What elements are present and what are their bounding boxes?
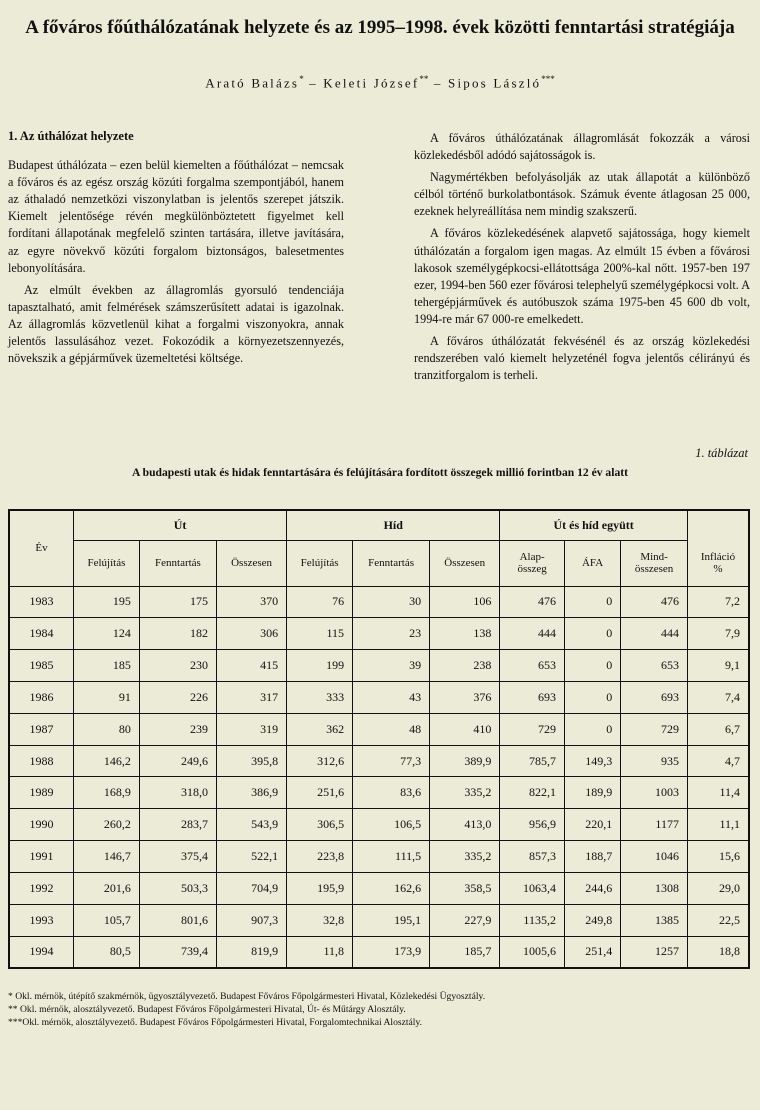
- value-cell: 251,6: [287, 777, 353, 809]
- table-row: [9, 681, 749, 713]
- value-cell: 1385: [621, 904, 688, 936]
- value-cell: 106,5: [353, 809, 430, 841]
- value-cell: 18,8: [687, 936, 749, 968]
- footnote: ***Okl. mérnök, alosztályvezető. Budapest Főváros Főpolgármesteri Hivatal, Forgalomtechnikai Alosztály.: [8, 1017, 423, 1028]
- value-cell: 693: [621, 681, 688, 713]
- value-cell: 105,7: [74, 904, 140, 936]
- value-cell: 395,8: [216, 745, 286, 777]
- paragraph: A főváros úthálózatának állagromlását fokozzák a városi közlekedésből adódó sajátosságok is.: [414, 131, 750, 163]
- value-cell: 333: [287, 681, 353, 713]
- table-row: [9, 841, 749, 873]
- value-cell: 0: [564, 618, 620, 650]
- value-cell: 11,4: [687, 777, 749, 809]
- value-cell: 1308: [621, 872, 688, 904]
- value-cell: 91: [74, 681, 140, 713]
- value-cell: 11,1: [687, 809, 749, 841]
- value-cell: 857,3: [500, 841, 565, 873]
- value-cell: 226: [139, 681, 216, 713]
- value-cell: 956,9: [500, 809, 565, 841]
- table-row: [9, 745, 749, 777]
- value-cell: 801,6: [139, 904, 216, 936]
- author-separator: –: [428, 75, 449, 91]
- inflation-header-top: [687, 510, 749, 540]
- value-cell: 185: [74, 650, 140, 682]
- value-cell: 693: [500, 681, 565, 713]
- value-cell: 306,5: [287, 809, 353, 841]
- value-cell: 729: [621, 713, 688, 745]
- table-row: [9, 872, 749, 904]
- value-cell: 9,1: [687, 650, 749, 682]
- value-cell: 7,9: [687, 618, 749, 650]
- value-cell: 230: [139, 650, 216, 682]
- table-row: [9, 650, 749, 682]
- year-cell: 1986: [9, 681, 74, 713]
- value-cell: 185,7: [430, 936, 500, 968]
- value-cell: 819,9: [216, 936, 286, 968]
- value-cell: 80: [74, 713, 140, 745]
- value-cell: 76: [287, 586, 353, 618]
- data-table: [8, 509, 750, 969]
- paragraph: Budapest úthálózata – ezen belül kiemelten a főúthálózat – nemcsak a főváros és az egész ország közúti forgalma szempontjából, hanem az áthaladó nemzetközi viszonylatban is jelentős szerepet játszik. Kiemelt jelentősége révén megkülönböztetett figyelmet kell fordítani állapotának megfelelő szinten tartására, illetve javítására, az egyre növekvő közúti forgalom biztonságos, balesetmentes lebonyolítására.: [8, 158, 344, 275]
- value-cell: 173,9: [353, 936, 430, 968]
- value-cell: 1257: [621, 936, 688, 968]
- author-separator: –: [303, 75, 324, 91]
- left-paragraphs: [8, 157, 344, 367]
- value-cell: 389,9: [430, 745, 500, 777]
- column-header: ÁFA: [564, 540, 620, 586]
- footnote: ** Okl. mérnök, alosztályvezető. Budapest Főváros Főpolgármesteri Hivatal, Út- és Műtárgy Alosztály.: [8, 1004, 406, 1015]
- value-cell: 227,9: [430, 904, 500, 936]
- author-line: [20, 74, 740, 91]
- value-cell: 1063,4: [500, 872, 565, 904]
- year-cell: 1992: [9, 872, 74, 904]
- value-cell: 7,4: [687, 681, 749, 713]
- table-caption: A budapesti utak és hidak fenntartására és felújítására fordított összegek millió forintban 12 év alatt: [132, 466, 628, 479]
- year-cell: 1990: [9, 809, 74, 841]
- value-cell: 199: [287, 650, 353, 682]
- column-header: Fenntartás: [139, 540, 216, 586]
- author-footnote-mark: ***: [541, 74, 555, 84]
- value-cell: 1046: [621, 841, 688, 873]
- value-cell: 175: [139, 586, 216, 618]
- year-cell: 1989: [9, 777, 74, 809]
- value-cell: 32,8: [287, 904, 353, 936]
- value-cell: 138: [430, 618, 500, 650]
- table-column-header-row: [9, 540, 749, 586]
- value-cell: 15,6: [687, 841, 749, 873]
- value-cell: 653: [621, 650, 688, 682]
- value-cell: 22,5: [687, 904, 749, 936]
- column-header: Felújítás: [287, 540, 353, 586]
- value-cell: 238: [430, 650, 500, 682]
- value-cell: 244,6: [564, 872, 620, 904]
- value-cell: 476: [621, 586, 688, 618]
- value-cell: 319: [216, 713, 286, 745]
- footnotes: [8, 990, 752, 1029]
- value-cell: 386,9: [216, 777, 286, 809]
- value-cell: 543,9: [216, 809, 286, 841]
- paragraph: Nagymértékben befolyásolják az utak állapotát a különböző célból történő burkolatbontások. Számuk évente átlagosan 25 000, ezeknek helyreállítása nem mindig szakszerű.: [414, 170, 750, 219]
- value-cell: 249,8: [564, 904, 620, 936]
- value-cell: 503,3: [139, 872, 216, 904]
- author-name: Arató Balázs: [205, 75, 300, 91]
- year-cell: 1988: [9, 745, 74, 777]
- value-cell: 4,7: [687, 745, 749, 777]
- value-cell: 195: [74, 586, 140, 618]
- value-cell: 195,9: [287, 872, 353, 904]
- value-cell: 1003: [621, 777, 688, 809]
- year-cell: 1994: [9, 936, 74, 968]
- value-cell: 522,1: [216, 841, 286, 873]
- value-cell: 106: [430, 586, 500, 618]
- value-cell: 0: [564, 681, 620, 713]
- value-cell: 249,6: [139, 745, 216, 777]
- value-cell: 239: [139, 713, 216, 745]
- value-cell: 182: [139, 618, 216, 650]
- value-cell: 935: [621, 745, 688, 777]
- value-cell: 195,1: [353, 904, 430, 936]
- value-cell: 48: [353, 713, 430, 745]
- value-cell: 739,4: [139, 936, 216, 968]
- value-cell: 444: [621, 618, 688, 650]
- value-cell: 306: [216, 618, 286, 650]
- value-cell: 124: [74, 618, 140, 650]
- column-header: Felújítás: [74, 540, 140, 586]
- value-cell: 146,2: [74, 745, 140, 777]
- table-row: [9, 904, 749, 936]
- value-cell: 80,5: [74, 936, 140, 968]
- value-cell: 0: [564, 586, 620, 618]
- table-row: [9, 586, 749, 618]
- value-cell: 0: [564, 713, 620, 745]
- year-cell: 1985: [9, 650, 74, 682]
- value-cell: 146,7: [74, 841, 140, 873]
- value-cell: 168,9: [74, 777, 140, 809]
- year-cell: 1984: [9, 618, 74, 650]
- value-cell: 822,1: [500, 777, 565, 809]
- column-header: Összesen: [216, 540, 286, 586]
- value-cell: 704,9: [216, 872, 286, 904]
- value-cell: 189,9: [564, 777, 620, 809]
- value-cell: 376: [430, 681, 500, 713]
- value-cell: 907,3: [216, 904, 286, 936]
- value-cell: 149,3: [564, 745, 620, 777]
- table-body: [9, 586, 749, 968]
- value-cell: 23: [353, 618, 430, 650]
- article-title: A főváros főúthálózatának helyzete és az 1995–1998. évek közötti fenntartási stratégiája: [25, 17, 735, 38]
- table-row: [9, 809, 749, 841]
- value-cell: 317: [216, 681, 286, 713]
- right-column: [414, 130, 750, 389]
- value-cell: 413,0: [430, 809, 500, 841]
- value-cell: 358,5: [430, 872, 500, 904]
- year-cell: 1991: [9, 841, 74, 873]
- value-cell: 115: [287, 618, 353, 650]
- table-row: [9, 713, 749, 745]
- value-cell: 77,3: [353, 745, 430, 777]
- column-header: Összesen: [430, 540, 500, 586]
- table-row: [9, 777, 749, 809]
- year-header: Év: [9, 510, 74, 586]
- value-cell: 223,8: [287, 841, 353, 873]
- year-cell: 1987: [9, 713, 74, 745]
- section-heading: 1. Az úthálózat helyzete: [8, 129, 134, 143]
- paragraph: A főváros közlekedésének alapvető sajátossága, hogy kiemelt úthálózatán a forgalom igen magas. Az elmúlt 15 évben a fővárosi lakosok személygépkocsi-ellátottsága 200%-kal nőtt. 1957-ben 197 ezer, 1994-ben 560 ezer fővárosi telephelyű személygépkocsi volt. A tehergépjárművek és autóbuszok száma 1975-ben 45 600 db volt, 1994-re már 67 000-re emelkedett.: [414, 226, 750, 326]
- value-cell: 83,6: [353, 777, 430, 809]
- value-cell: 1005,6: [500, 936, 565, 968]
- value-cell: 370: [216, 586, 286, 618]
- value-cell: 476: [500, 586, 565, 618]
- value-cell: 111,5: [353, 841, 430, 873]
- value-cell: 335,2: [430, 777, 500, 809]
- value-cell: 410: [430, 713, 500, 745]
- left-column: [8, 128, 344, 372]
- year-cell: 1983: [9, 586, 74, 618]
- column-header: Fenntartás: [353, 540, 430, 586]
- table-number: 1. táblázat: [695, 446, 748, 460]
- value-cell: 162,6: [353, 872, 430, 904]
- value-cell: 0: [564, 650, 620, 682]
- table-group-header-row: [9, 510, 749, 540]
- value-cell: 29,0: [687, 872, 749, 904]
- author-footnote-mark: *: [299, 74, 304, 84]
- value-cell: 6,7: [687, 713, 749, 745]
- author-footnote-mark: **: [419, 74, 429, 84]
- value-cell: 653: [500, 650, 565, 682]
- value-cell: 312,6: [287, 745, 353, 777]
- group-header-ut: Út: [74, 510, 287, 540]
- table-row: [9, 936, 749, 968]
- value-cell: 201,6: [74, 872, 140, 904]
- group-header-hid: Híd: [287, 510, 500, 540]
- table-row: [9, 618, 749, 650]
- value-cell: 30: [353, 586, 430, 618]
- value-cell: 335,2: [430, 841, 500, 873]
- value-cell: 785,7: [500, 745, 565, 777]
- paragraph: Az elmúlt években az állagromlás gyorsuló tendenciája tapasztalható, amit felmérések számszerűsített adatai is igazolnak. Az állagromlás közvetlenül kihat a forgalmi viszonyokra, annak jelentős lassulásához vezet. Fokozódik a környezetszennyezés, növekszik a gépjárművek üzemeltetési költsége.: [8, 282, 344, 366]
- footnote: * Okl. mérnök, útépítő szakmérnök, ügyosztályvezető. Budapest Főváros Főpolgármesteri Hivatal, Közlekedési Ügyosztály.: [8, 991, 486, 1002]
- column-header: Alap- összeg: [500, 540, 565, 586]
- author-name: Sipos László: [448, 75, 542, 91]
- value-cell: 283,7: [139, 809, 216, 841]
- value-cell: 1177: [621, 809, 688, 841]
- value-cell: 444: [500, 618, 565, 650]
- value-cell: 11,8: [287, 936, 353, 968]
- value-cell: 43: [353, 681, 430, 713]
- value-cell: 7,2: [687, 586, 749, 618]
- value-cell: 39: [353, 650, 430, 682]
- column-header: Infláció %: [687, 540, 749, 586]
- value-cell: 729: [500, 713, 565, 745]
- value-cell: 260,2: [74, 809, 140, 841]
- column-header: Mind- összesen: [621, 540, 688, 586]
- value-cell: 188,7: [564, 841, 620, 873]
- value-cell: 362: [287, 713, 353, 745]
- value-cell: 251,4: [564, 936, 620, 968]
- value-cell: 415: [216, 650, 286, 682]
- value-cell: 375,4: [139, 841, 216, 873]
- author-name: Keleti József: [323, 75, 420, 91]
- value-cell: 1135,2: [500, 904, 565, 936]
- group-header-egyutt: Út és híd együtt: [500, 510, 688, 540]
- right-paragraphs: [414, 130, 750, 384]
- paragraph: A főváros úthálózatát fekvésénél és az ország közlekedési rendszerében való kiemelt helyzeténél fogva jelentős célirányú és tranzitforgalom is terheli.: [414, 334, 750, 383]
- value-cell: 318,0: [139, 777, 216, 809]
- value-cell: 220,1: [564, 809, 620, 841]
- year-cell: 1993: [9, 904, 74, 936]
